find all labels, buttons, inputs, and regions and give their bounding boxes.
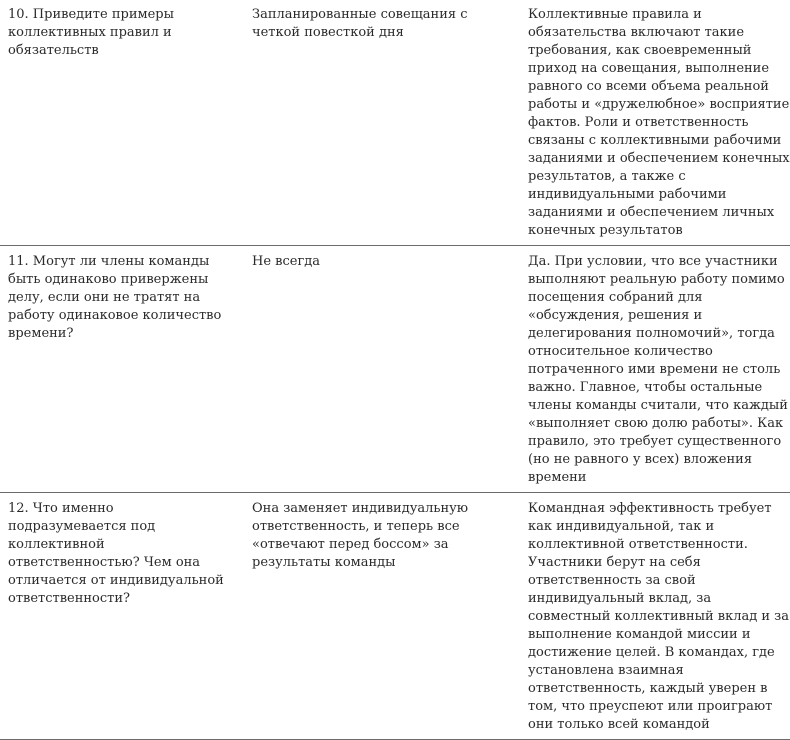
full-answer-cell [528, 0, 790, 246]
table-row [0, 246, 790, 493]
full-answer-text: Да. При условии, что все участники выполняют реальную работу помимо посещения собраний для «обсуждения, решения и делегирования полномочий», тогда относительное количество потраченного ими времени не столь важно. Главное, чтобы остальные члены команды считали, что каждый «выполняет свою долю работы». Как правило, это требует существенного (но не равного у всех) вложения времени [528, 254, 788, 485]
full-answer-cell [528, 493, 790, 740]
full-answer-text: Коллективные правила и обязательства включают такие требования, как своевременный приход на совещания, выполнение равного со всеми объема реальной работы и «дружелюбное» восприятие фактов. Роли и ответственность связаны с коллективными рабочими заданиями и обеспечением конечных результатов, а также с индивидуальными рабочими заданиями и обеспечением личных конечных результатов [528, 7, 790, 238]
short-answer-cell [252, 246, 528, 493]
full-answer-text: Командная эффективность требует как индивидуальной, так и коллективной ответственности. Участники берут на себя ответственность за свой индивидуальный вклад, за совместный коллективный вклад и за выполнение командой миссии и достижение целей. В командах, где установлена взаимная ответственность, каждый уверен в том, что преуспеют или проиграют они только всей командой [528, 501, 790, 732]
short-answer-cell [252, 493, 528, 740]
question-text: 10. Приведите примеры коллективных правил и обязательств [8, 7, 174, 58]
question-cell [0, 493, 252, 740]
short-answer-text: Запланированные совещания с четкой повесткой дня [252, 7, 468, 40]
table-row [0, 493, 790, 740]
question-text: 12. Что именно подразумевается под коллективной ответственностью? Чем она отличается от индивидуальной ответственности? [8, 501, 224, 606]
short-answer-text: Она заменяет индивидуальную ответственность, и теперь все «отвечают перед боссом» за результаты команды [252, 501, 469, 570]
short-answer-cell [252, 0, 528, 246]
table-row [0, 0, 790, 246]
question-cell [0, 0, 252, 246]
question-text: 11. Могут ли члены команды быть одинаково привержены делу, если они не тратят на работу одинаковое количество времени? [8, 254, 222, 341]
short-answer-text: Не всегда [252, 254, 321, 269]
question-cell [0, 246, 252, 493]
full-answer-cell [528, 246, 790, 493]
